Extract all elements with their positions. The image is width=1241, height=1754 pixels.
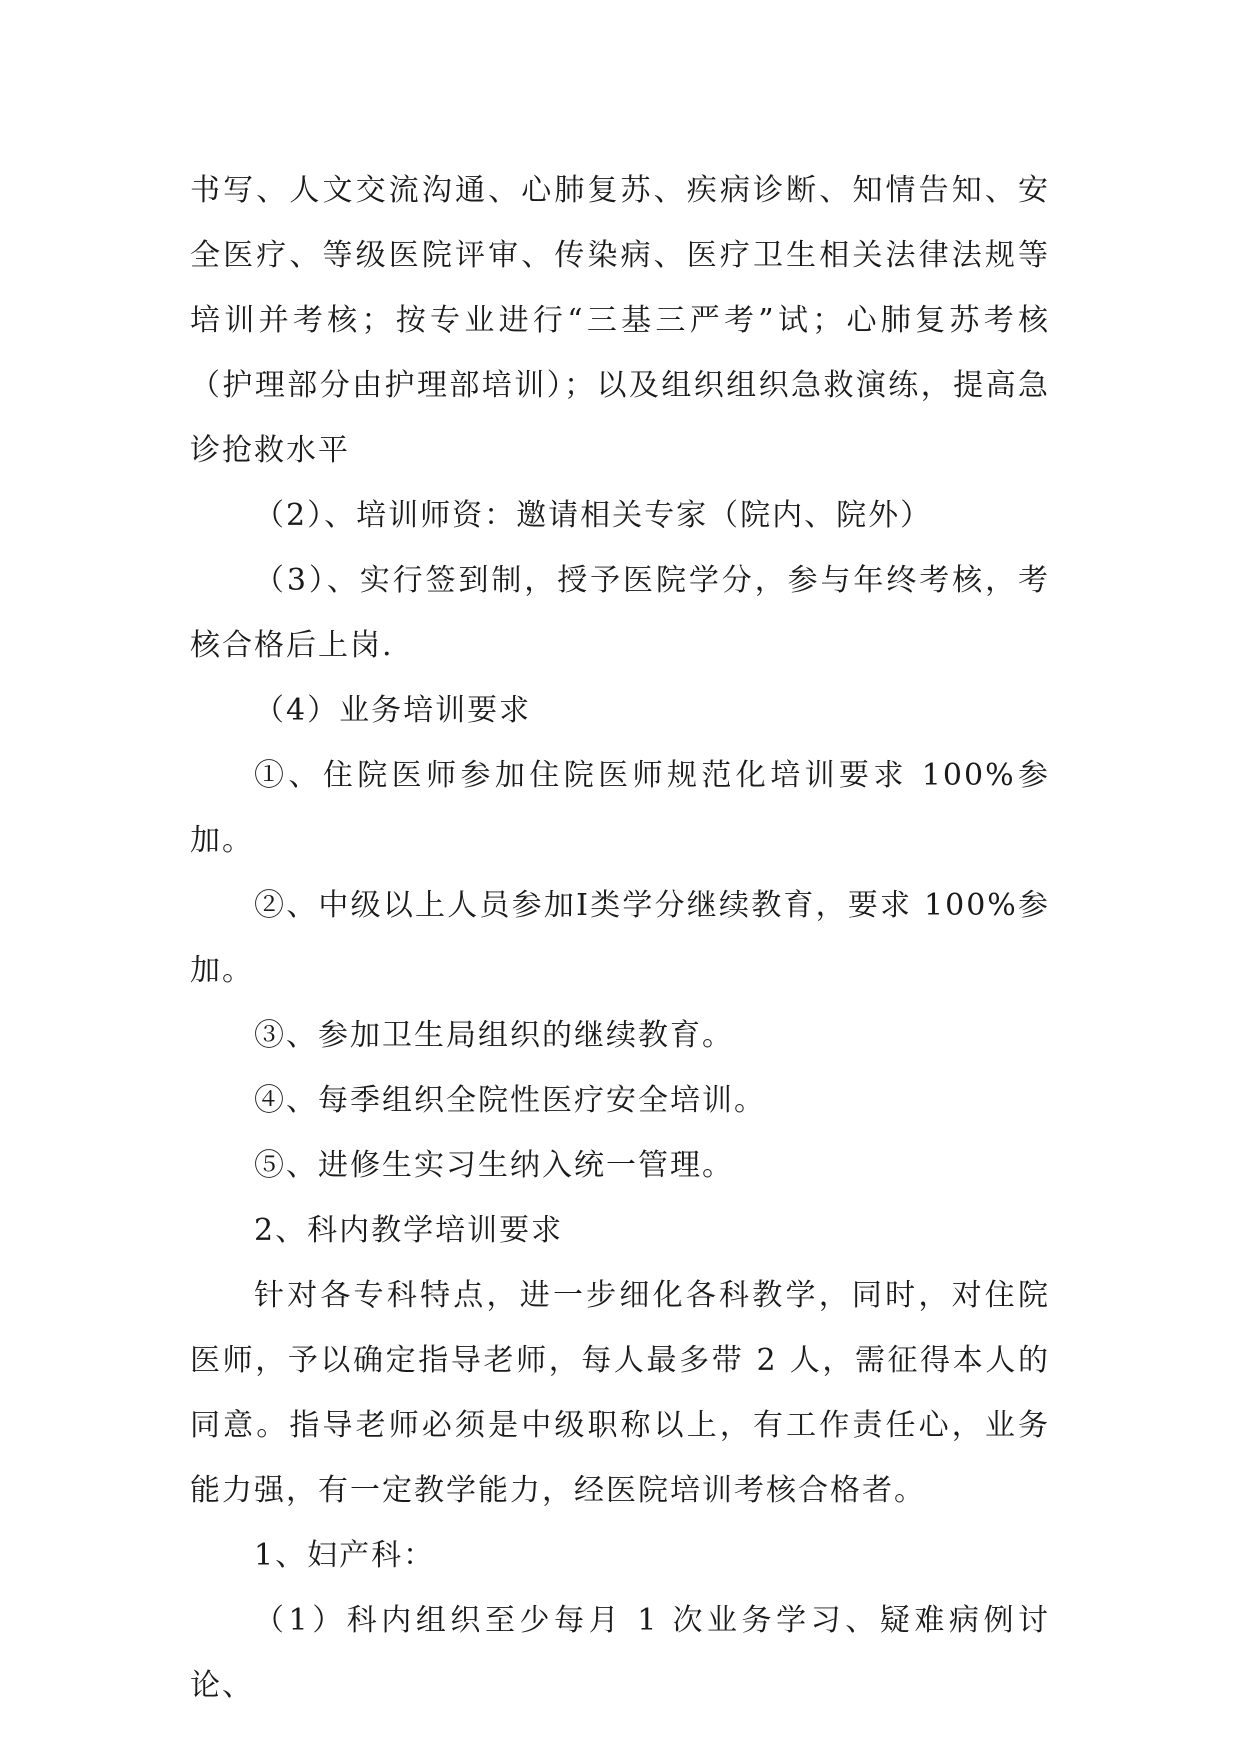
paragraph-item-1: ①、住院医师参加住院医师规范化培训要求 100%参加。: [190, 758, 1050, 858]
paragraph-obstetrics-heading: 1、妇产科：: [254, 1538, 436, 1573]
paragraph-item-4: ④、每季组织全院性医疗安全培训。: [254, 1083, 766, 1118]
document-body: [190, 158, 1050, 1718]
paragraph-item-2: ②、中级以上人员参加Ⅰ类学分继续教育，要求 100%参加。: [190, 888, 1050, 988]
paragraph-obstetrics-item-1: （1）科内组织至少每月 1 次业务学习、疑难病例讨论、: [190, 1603, 1050, 1703]
paragraph-business-training-heading: （4）业务培训要求: [254, 693, 532, 728]
paragraph-item-5: ⑤、进修生实习生纳入统一管理。: [254, 1148, 734, 1183]
paragraph-training-content: 书写、人文交流沟通、心肺复苏、疾病诊断、知情告知、安全医疗、等级医院评审、传染病、医疗卫生相关法律法规等培训并考核；按专业进行“三基三严考”试；心肺复苏考核（护理部分由护理部培训）；以及组织组织急救演练，提高急诊抢救水平: [190, 173, 1050, 468]
paragraph-department-teaching-body: 针对各专科特点，进一步细化各科教学，同时，对住院医师，予以确定指导老师，每人最多带 2 人，需征得本人的同意。指导老师必须是中级职称以上，有工作责任心，业务能力强，有一定教学能力，经医院培训考核合格者。: [190, 1278, 1050, 1508]
paragraph-item-3: ③、参加卫生局组织的继续教育。: [254, 1018, 734, 1053]
paragraph-sign-in-system: （3）、实行签到制，授予医院学分，参与年终考核，考核合格后上岗.: [190, 563, 1050, 663]
paragraph-training-teachers: （2）、培训师资：邀请相关专家（院内、院外）: [254, 498, 933, 533]
paragraph-department-teaching-heading: 2、科内教学培训要求: [254, 1213, 564, 1248]
